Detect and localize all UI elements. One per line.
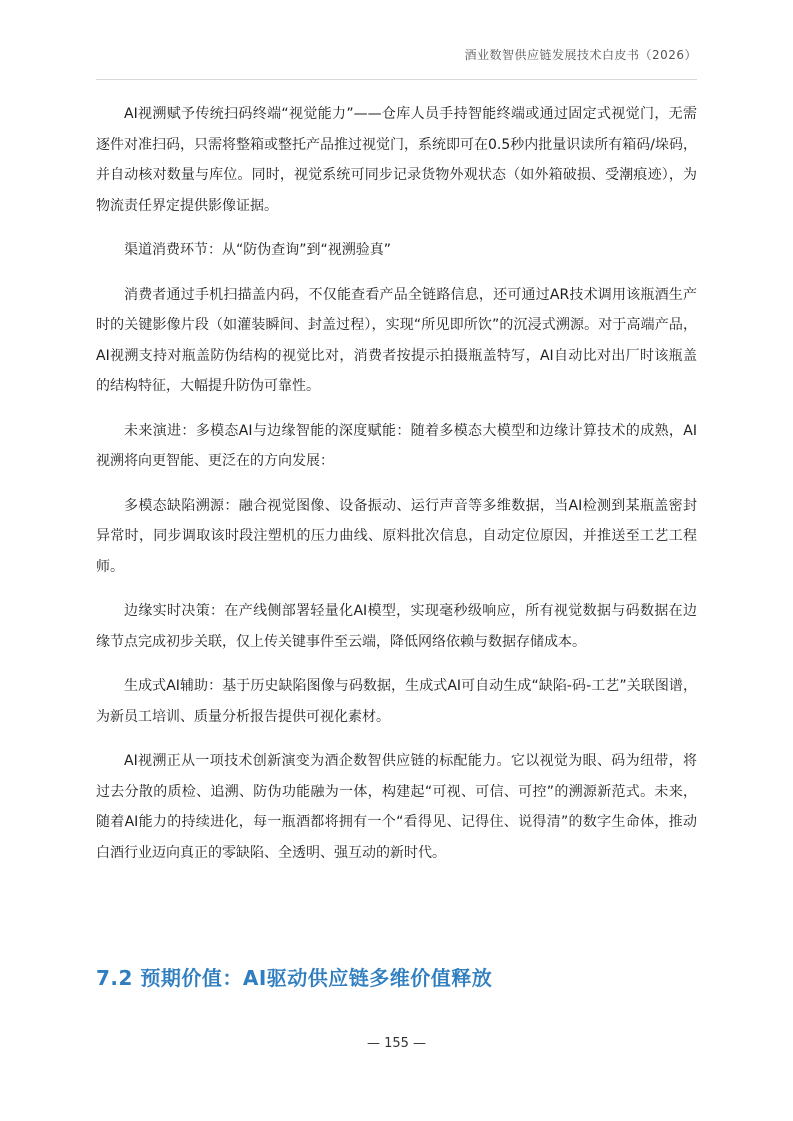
paragraph: 渠道消费环节：从“防伪查询”到“视溯验真” xyxy=(124,242,392,258)
paragraph: 生成式AI辅助：基于历史缺陷图像与码数据，生成式AI可自动生成“缺陷-码-工艺”关联图谱，为新员工培训、质量分析报告提供可视化素材。 xyxy=(96,678,697,725)
page-number: — 155 — xyxy=(366,1036,427,1051)
paragraph: 消费者通过手机扫描盖内码，不仅能查看产品全链路信息，还可通过AR技术调用该瓶酒生产时的关键影像片段（如灌装瞬间、封盖过程），实现“所见即所饮”的沉浸式溯源。对于高端产品，AI视溯支持对瓶盖防伪结构的视觉比对，消费者按提示拍摄瓶盖特写，AI自动比对出厂时该瓶盖的结构特征，大幅提升防伪可靠性。 xyxy=(96,286,697,394)
paragraph: 多模态缺陷溯源：融合视觉图像、设备振动、运行声音等多维数据，当AI检测到某瓶盖密封异常时，同步调取该时段注塑机的压力曲线、原料批次信息，自动定位原因，并推送至工艺工程师。 xyxy=(96,497,697,575)
paragraph: 未来演进：多模态AI与边缘智能的深度赋能：随着多模态大模型和边缘计算技术的成熟，AI视溯将向更智能、更泛在的方向发展： xyxy=(96,422,697,469)
section-title: 7.2 预期价值：AI驱动供应链多维价值释放 xyxy=(96,966,493,990)
body-text xyxy=(96,99,697,882)
paragraph: 边缘实时决策：在产线侧部署轻量化AI模型，实现毫秒级响应，所有视觉数据与码数据在边缘节点完成初步关联，仅上传关键事件至云端，降低网络依赖与数据存储成本。 xyxy=(96,603,697,650)
running-header: 酒业数智供应链发展技术白皮书（2026） xyxy=(464,48,697,62)
header-divider xyxy=(96,79,697,80)
paragraph: AI视溯正从一项技术创新演变为酒企数智供应链的标配能力。它以视觉为眼、码为纽带，将过去分散的质检、追溯、防伪功能融为一体，构建起“可视、可信、可控”的溯源新范式。未来，随着AI能力的持续进化，每一瓶酒都将拥有一个“看得见、记得住、说得清”的数字生命体，推动白酒行业迈向真正的零缺陷、全透明、强互动的新时代。 xyxy=(96,753,697,861)
paragraph: AI视溯赋予传统扫码终端“视觉能力”——仓库人员手持智能终端或通过固定式视觉门，无需逐件对准扫码，只需将整箱或整托产品推过视觉门，系统即可在0.5秒内批量识读所有箱码/垛码，并自动核对数量与库位。同时，视觉系统可同步记录货物外观状态（如外箱破损、受潮痕迹），为物流责任界定提供影像证据。 xyxy=(96,106,697,214)
